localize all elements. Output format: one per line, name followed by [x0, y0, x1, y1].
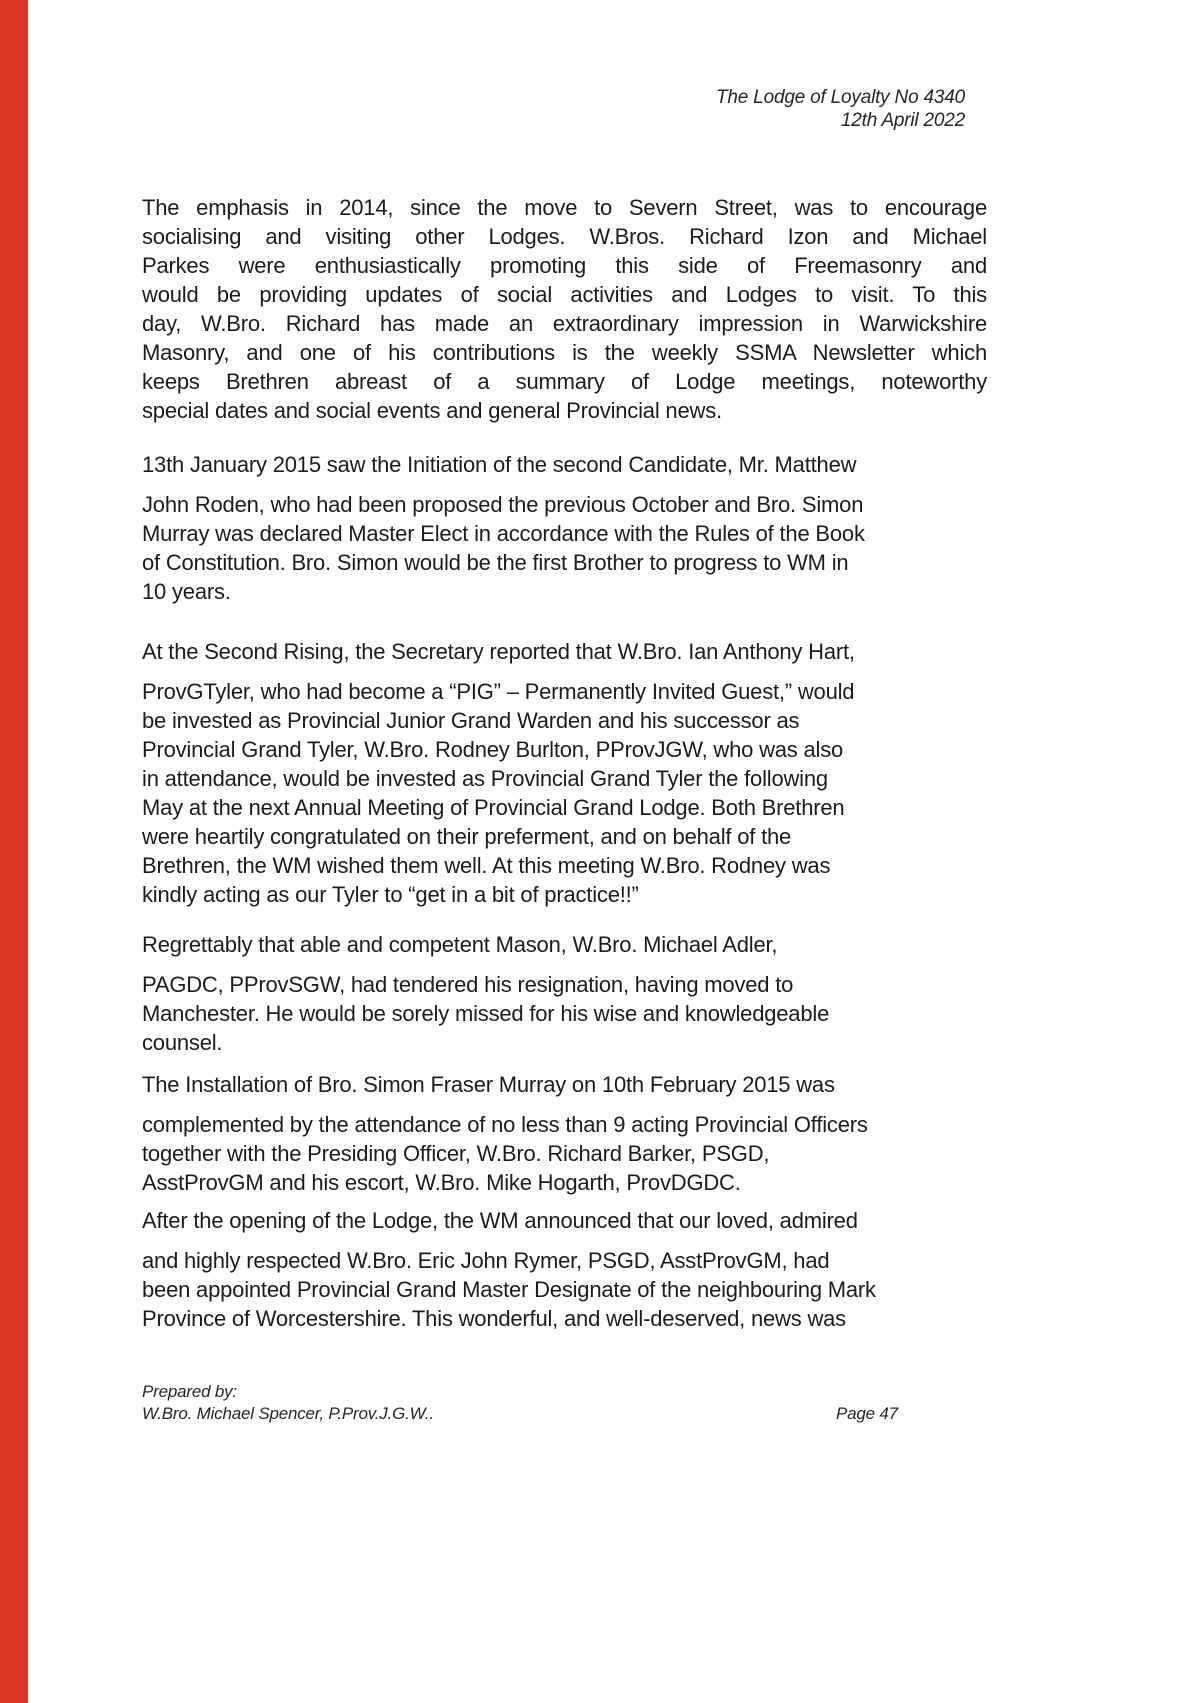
text-line: PAGDC, PProvSGW, had tendered his resignation, having moved to	[142, 972, 794, 997]
text-line: counsel.	[142, 1030, 223, 1055]
footer-prepared-by	[142, 1381, 434, 1425]
text-line: At the Second Rising, the Secretary reported that W.Bro. Ian Anthony Hart,	[142, 639, 855, 664]
text-line: day, W.Bro. Richard has made an extraordinary impression in Warwickshire	[142, 311, 987, 336]
text-line: Murray was declared Master Elect in accordance with the Rules of the Book	[142, 521, 865, 546]
text-line: May at the next Annual Meeting of Provincial Grand Lodge. Both Brethren	[142, 795, 845, 820]
text-line: were heartily congratulated on their preferment, and on behalf of the	[142, 824, 792, 849]
text-line: be invested as Provincial Junior Grand Warden and his successor as	[142, 708, 800, 733]
text-line: complemented by the attendance of no less than 9 acting Provincial Officers	[142, 1112, 868, 1137]
text-line: AsstProvGM and his escort, W.Bro. Mike Hogarth, ProvDGDC.	[142, 1170, 741, 1195]
text-line: After the opening of the Lodge, the WM announced that our loved, admired	[142, 1208, 858, 1233]
left-red-accent-bar	[0, 0, 28, 1703]
text-line: been appointed Provincial Grand Master Designate of the neighbouring Mark	[142, 1277, 876, 1302]
text-line: 13th January 2015 saw the Initiation of the second Candidate, Mr. Matthew	[142, 452, 857, 477]
text-line: The emphasis in 2014, since the move to Severn Street, was to encourage	[142, 195, 987, 220]
paragraph-1	[142, 193, 987, 425]
text-line: Masonry, and one of his contributions is the weekly SSMA Newsletter which	[142, 340, 987, 365]
text-line: together with the Presiding Officer, W.Bro. Richard Barker, PSGD,	[142, 1141, 770, 1166]
footer-prepared-name: W.Bro. Michael Spencer, P.Prov.J.G.W..	[142, 1404, 434, 1423]
text-line: Parkes were enthusiastically promoting this side of Freemasonry and	[142, 253, 987, 278]
text-line: 10 years.	[142, 579, 231, 604]
page-number: Page 47	[836, 1404, 898, 1423]
text-line: special dates and social events and general Provincial news.	[142, 398, 722, 423]
paragraph-5	[142, 1070, 987, 1197]
text-line: John Roden, who had been proposed the previous October and Bro. Simon	[142, 492, 864, 517]
text-line: kindly acting as our Tyler to “get in a bit of practice!!”	[142, 882, 639, 907]
text-line: keeps Brethren abreast of a summary of Lodge meetings, noteworthy	[142, 369, 987, 394]
text-line: The Installation of Bro. Simon Fraser Murray on 10th February 2015 was	[142, 1072, 835, 1097]
text-line: Brethren, the WM wished them well. At this meeting W.Bro. Rodney was	[142, 853, 831, 878]
paragraph-6	[142, 1206, 987, 1333]
text-line: Regrettably that able and competent Mason, W.Bro. Michael Adler,	[142, 932, 778, 957]
header-date: 12th April 2022	[840, 110, 965, 131]
text-line: in attendance, would be invested as Provincial Grand Tyler the following	[142, 766, 828, 791]
text-line: and highly respected W.Bro. Eric John Rymer, PSGD, AsstProvGM, had	[142, 1248, 830, 1273]
header-lodge-title: The Lodge of Loyalty No 4340	[716, 87, 965, 108]
paragraph-4	[142, 930, 987, 1057]
paragraph-3	[142, 637, 987, 909]
paragraph-2	[142, 450, 987, 606]
text-line: socialising and visiting other Lodges. W.Bros. Richard Izon and Michael	[142, 224, 987, 249]
text-line: Provincial Grand Tyler, W.Bro. Rodney Burlton, PProvJGW, who was also	[142, 737, 844, 762]
document-header	[142, 86, 965, 132]
text-line: would be providing updates of social activities and Lodges to visit. To this	[142, 282, 987, 307]
footer-prepared-label: Prepared by:	[142, 1382, 237, 1401]
text-line: ProvGTyler, who had become a “PIG” – Permanently Invited Guest,” would	[142, 679, 855, 704]
text-line: of Constitution. Bro. Simon would be the first Brother to progress to WM in	[142, 550, 849, 575]
text-line: Manchester. He would be sorely missed for his wise and knowledgeable	[142, 1001, 830, 1026]
text-line: Province of Worcestershire. This wonderful, and well-deserved, news was	[142, 1306, 846, 1331]
